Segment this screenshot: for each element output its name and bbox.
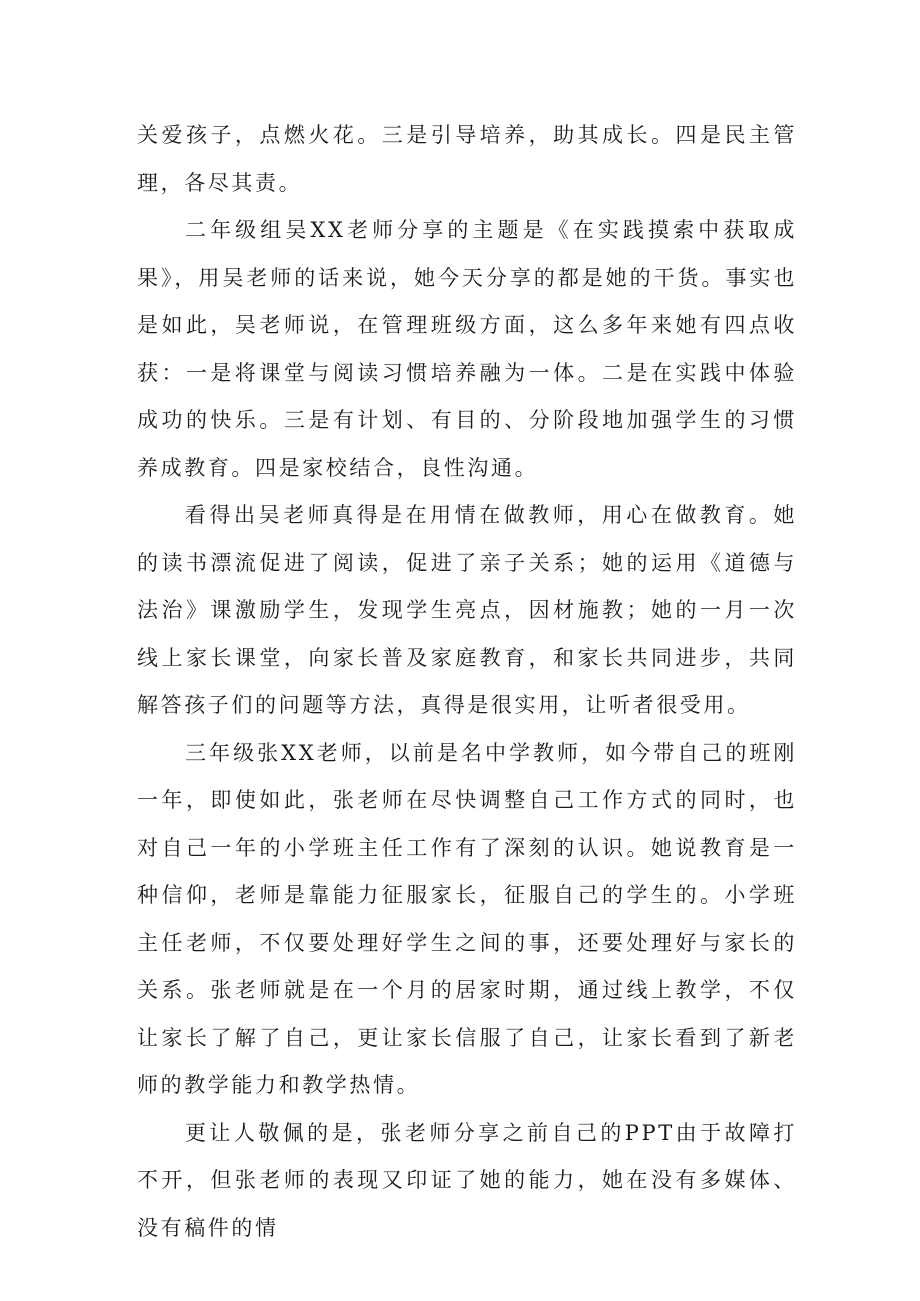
paragraph-4: 三年级张XX老师，以前是名中学教师，如今带自己的班刚一年，即使如此，张老师在尽快调整自己工作方式的同时，也对自己一年的小学班主任工作有了深刻的认识。她说教育是一种信仰，老师是靠能力征服家长，征服自己的学生的。小学班主任老师，不仅要处理好学生之间的事，还要处理好与家长的关系。张老师就是在一个月的居家时期，通过线上教学，不仅让家长了解了自己，更让家长信服了自己，让家长看到了新老师的教学能力和教学热情。 bbox=[137, 740, 797, 1097]
paragraph-1: 关爱孩子，点燃火花。三是引导培养，助其成长。四是民主管理，各尽其责。 bbox=[137, 123, 797, 195]
paragraph-2: 二年级组吴XX老师分享的主题是《在实践摸索中获取成果》，用吴老师的话来说，她今天分享的都是她的干货。事实也是如此，吴老师说，在管理班级方面，这么多年来她有四点收获：一是将课堂与阅读习惯培养融为一体。二是在实践中体验成功的快乐。三是有计划、有目的、分阶段地加强学生的习惯养成教育。四是家校结合，良性沟通。 bbox=[137, 218, 797, 480]
paragraph-5: 更让人敬佩的是，张老师分享之前自己的PPT由于故障打不开，但张老师的表现又印证了她的能力，她在没有多媒体、没有稿件的情 bbox=[137, 1120, 797, 1240]
paragraph-3: 看得出吴老师真得是在用情在做教师，用心在做教育。她的读书漂流促进了阅读，促进了亲子关系；她的运用《道德与法治》课激励学生，发现学生亮点，因材施教；她的一月一次线上家长课堂，向家长普及家庭教育，和家长共同进步，共同解答孩子们的问题等方法，真得是很实用，让听者很受用。 bbox=[137, 503, 797, 717]
document-body bbox=[137, 112, 797, 1252]
